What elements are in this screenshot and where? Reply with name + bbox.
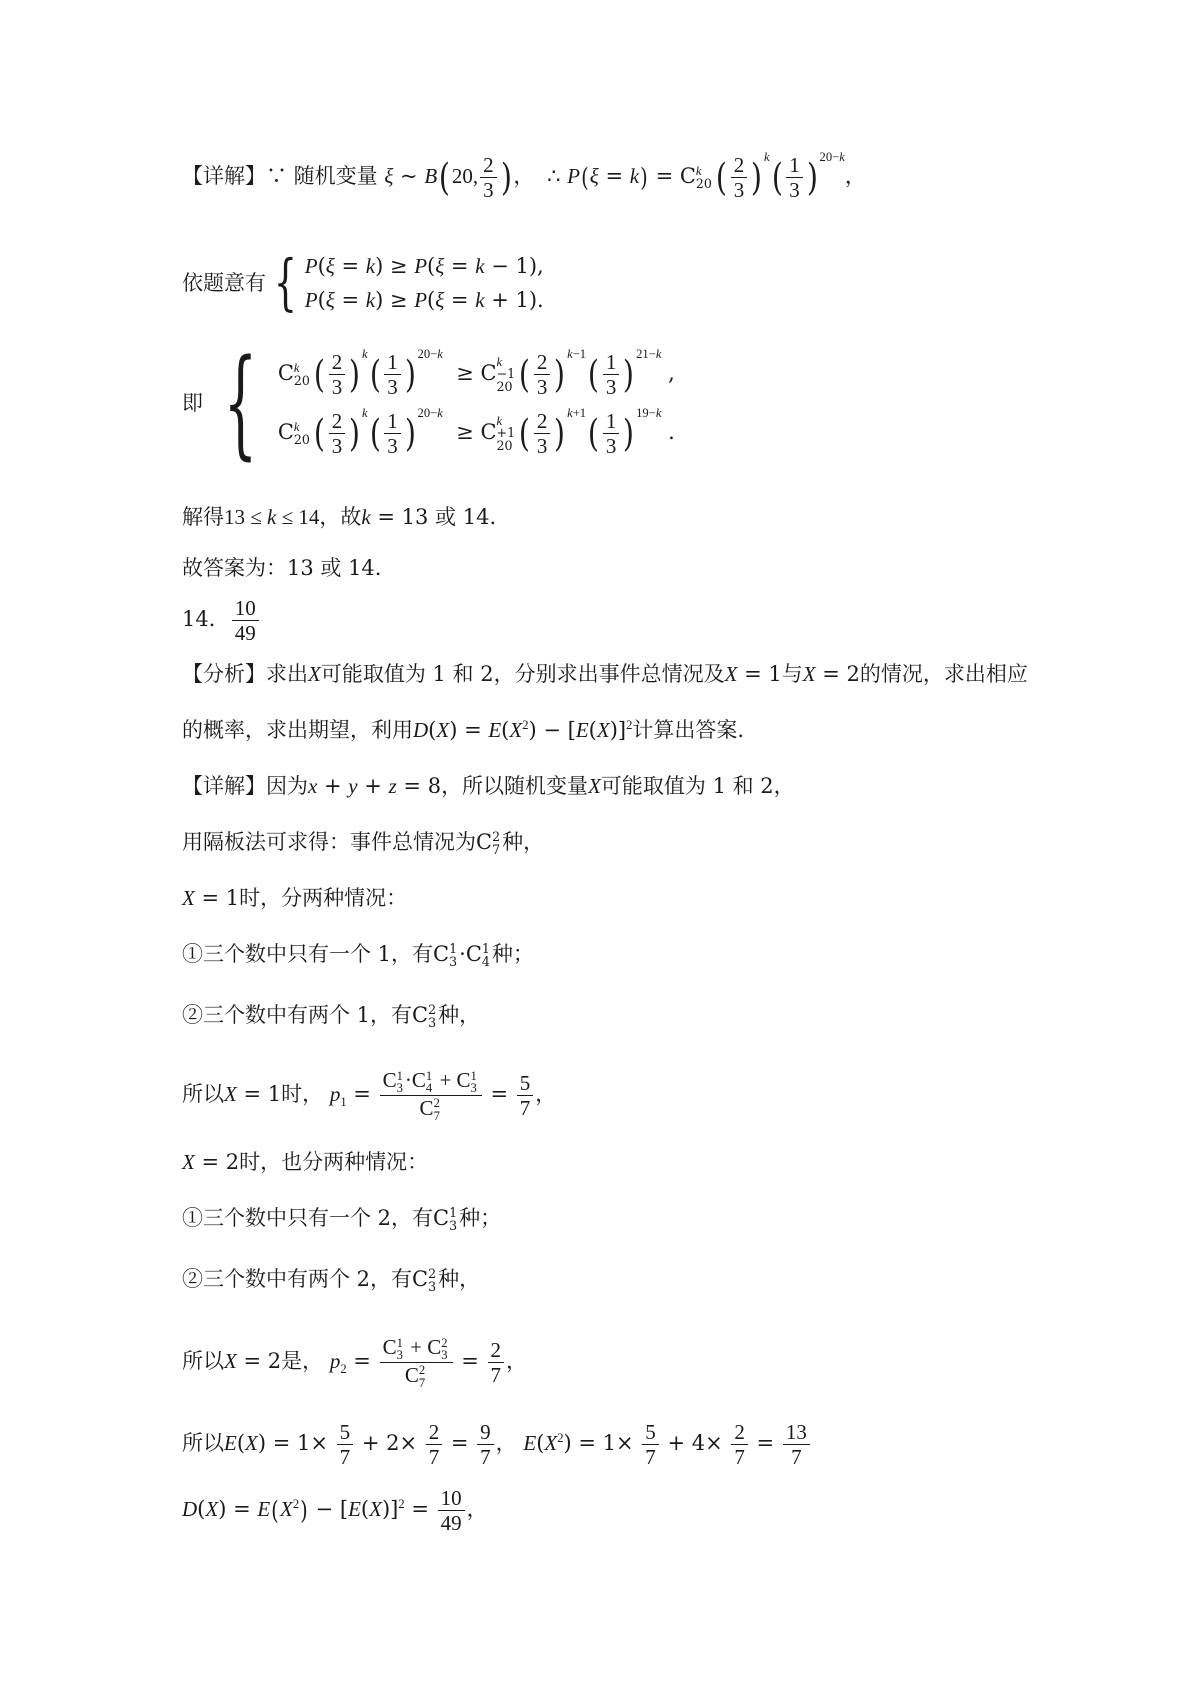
line-11: X = 1时，分两种情况：	[182, 886, 408, 910]
text: ①三个数中只有一个 2，有	[182, 1206, 434, 1230]
line-8: 的概率，求出期望，利用$D(X) = E(X^2) - [E(X)]^2$计算出答案.	[182, 718, 745, 742]
text: 解得	[182, 505, 224, 529]
line-19: 所以E(X) = 1× $\frac{5}{7}$ + 2× $\frac{2}{7}$ = $\frac{9}{7}$ ， $E(X^2) = 1\times$ $\frac{5}{7}$ + 4× $\frac{2}{7}$ = $\frac{13}{7}$	[182, 1420, 812, 1469]
line-9: 【详解】因为x + y + z = 8，所以随机变量X可能取值为 1 和 2，	[182, 774, 795, 798]
text: 种，	[438, 1003, 481, 1027]
text: 是，	[281, 1348, 324, 1373]
line-10: 用隔板法可求得：事件总情况为C 2 7 种，	[182, 828, 545, 857]
line-5	[182, 556, 381, 581]
text: 依题意有	[182, 271, 266, 295]
line-12: ①三个数中只有一个 1，有C 1 3 ·C 1 4 种；	[182, 940, 534, 969]
text: 的情况，求出相应	[859, 662, 1028, 686]
text: ，	[513, 164, 535, 188]
text: 所以	[182, 1348, 224, 1373]
text: 种，	[502, 830, 545, 854]
line-4: 解得13 ≤ k ≤ 14，故k = 13 或 14.	[182, 505, 497, 529]
line-2: 依题意有 { P(ξ = k) ≥ P(ξ = k − 1), P(ξ = k) ≥ P(ξ = k + 1).	[182, 247, 544, 319]
text: ，	[844, 164, 866, 188]
text: 时，分两种情况：	[239, 886, 408, 910]
text: 可能取值为 1 和 2，	[600, 774, 795, 798]
line-14: 所以X = 1时， $p_1$ = C 1 3 ·C 1 4 + C 1 3 C 2 7 = $\frac{5}{7}$ ，	[182, 1068, 557, 1123]
line-13: ②三个数中有两个 1，有C 2 3 种，	[182, 1001, 481, 1030]
text: 可能取值为 1 和 2，分别求出事件总情况及	[320, 662, 725, 686]
text: 10	[232, 596, 259, 621]
text: 时，	[281, 1081, 324, 1106]
line-3: 即 { C k 20 ( $\frac{2}{3}$ ) $^k$( $\frac{1}{3}$ ) $^{20-k}$ ≥ C k −1 20 ( $\frac{2}{3}$ ) $^{k-1}$( $\frac{1}{3}$ ) $^{21-k}$ , C k 20 ( $\frac{2}{3}$ ) $^k$( $\frac{1}{3}$ ) $^{20-k}$ ≥ C k +1 20 ( $\frac{2}{3}$ ) $^{k+1}$( $\frac{1}{3}$ ) $^{19-k}$ .	[182, 334, 675, 472]
text: 用隔板法可求得：事件总情况为	[182, 830, 476, 854]
text: ，所以随机变量	[441, 774, 589, 798]
text: 【详解】∵ 随机变量	[182, 164, 378, 188]
question-number: 14．	[182, 607, 230, 632]
text: 种；	[459, 1206, 502, 1230]
text: 【分析】求出	[182, 662, 308, 686]
text: 的概率，求出期望，利用	[182, 718, 413, 742]
text: 49	[234, 621, 256, 646]
text: 种；	[491, 942, 534, 966]
text: 所以	[182, 1431, 224, 1456]
line-15: X = 2时，也分两种情况：	[182, 1150, 429, 1174]
text: ②三个数中有两个 1，有	[182, 1003, 413, 1027]
text: ，	[495, 1431, 517, 1456]
line-1: 【详解】∵ 随机变量 ξ ~ B(20, $\frac{2}{3}$ )， ∴ P(ξ = k) = C k 20 ( $\frac{2}{3}$ ) $^k$( $\frac{1}{3}$ ) $^{20-k}$，	[182, 150, 866, 202]
text: 或 14.	[435, 505, 497, 529]
text: 即	[182, 390, 203, 415]
text: ①三个数中只有一个 1，有	[182, 942, 434, 966]
text: 与	[781, 662, 803, 686]
line-16: ①三个数中只有一个 2，有C 1 3 种；	[182, 1204, 502, 1233]
line-6	[182, 596, 261, 645]
line-17: ②三个数中有两个 2，有C 2 3 种，	[182, 1265, 481, 1294]
text: 计算出答案.	[632, 718, 745, 742]
line-20: $D(X) = E(X^2) - [E(X)]^2$ = $\frac{10}{49}$ ，	[182, 1486, 488, 1536]
text: 种，	[438, 1267, 481, 1291]
line-18: 所以X = 2是， $p_2$ = C 1 3 + C 2 3 C 2 7 = $\frac{2}{7}$ ，	[182, 1335, 527, 1390]
text: ，故	[319, 505, 362, 529]
text: 时，也分两种情况：	[239, 1150, 429, 1174]
text: 【详解】因为	[182, 774, 308, 798]
line-7: 【分析】求出X可能取值为 1 和 2，分别求出事件总情况及X = 1与X = 2的情况，求出相应	[182, 662, 1028, 686]
text: 故答案为：13 或 14.	[182, 556, 382, 580]
text: 所以	[182, 1081, 224, 1106]
text: ②三个数中有两个 2，有	[182, 1267, 413, 1291]
